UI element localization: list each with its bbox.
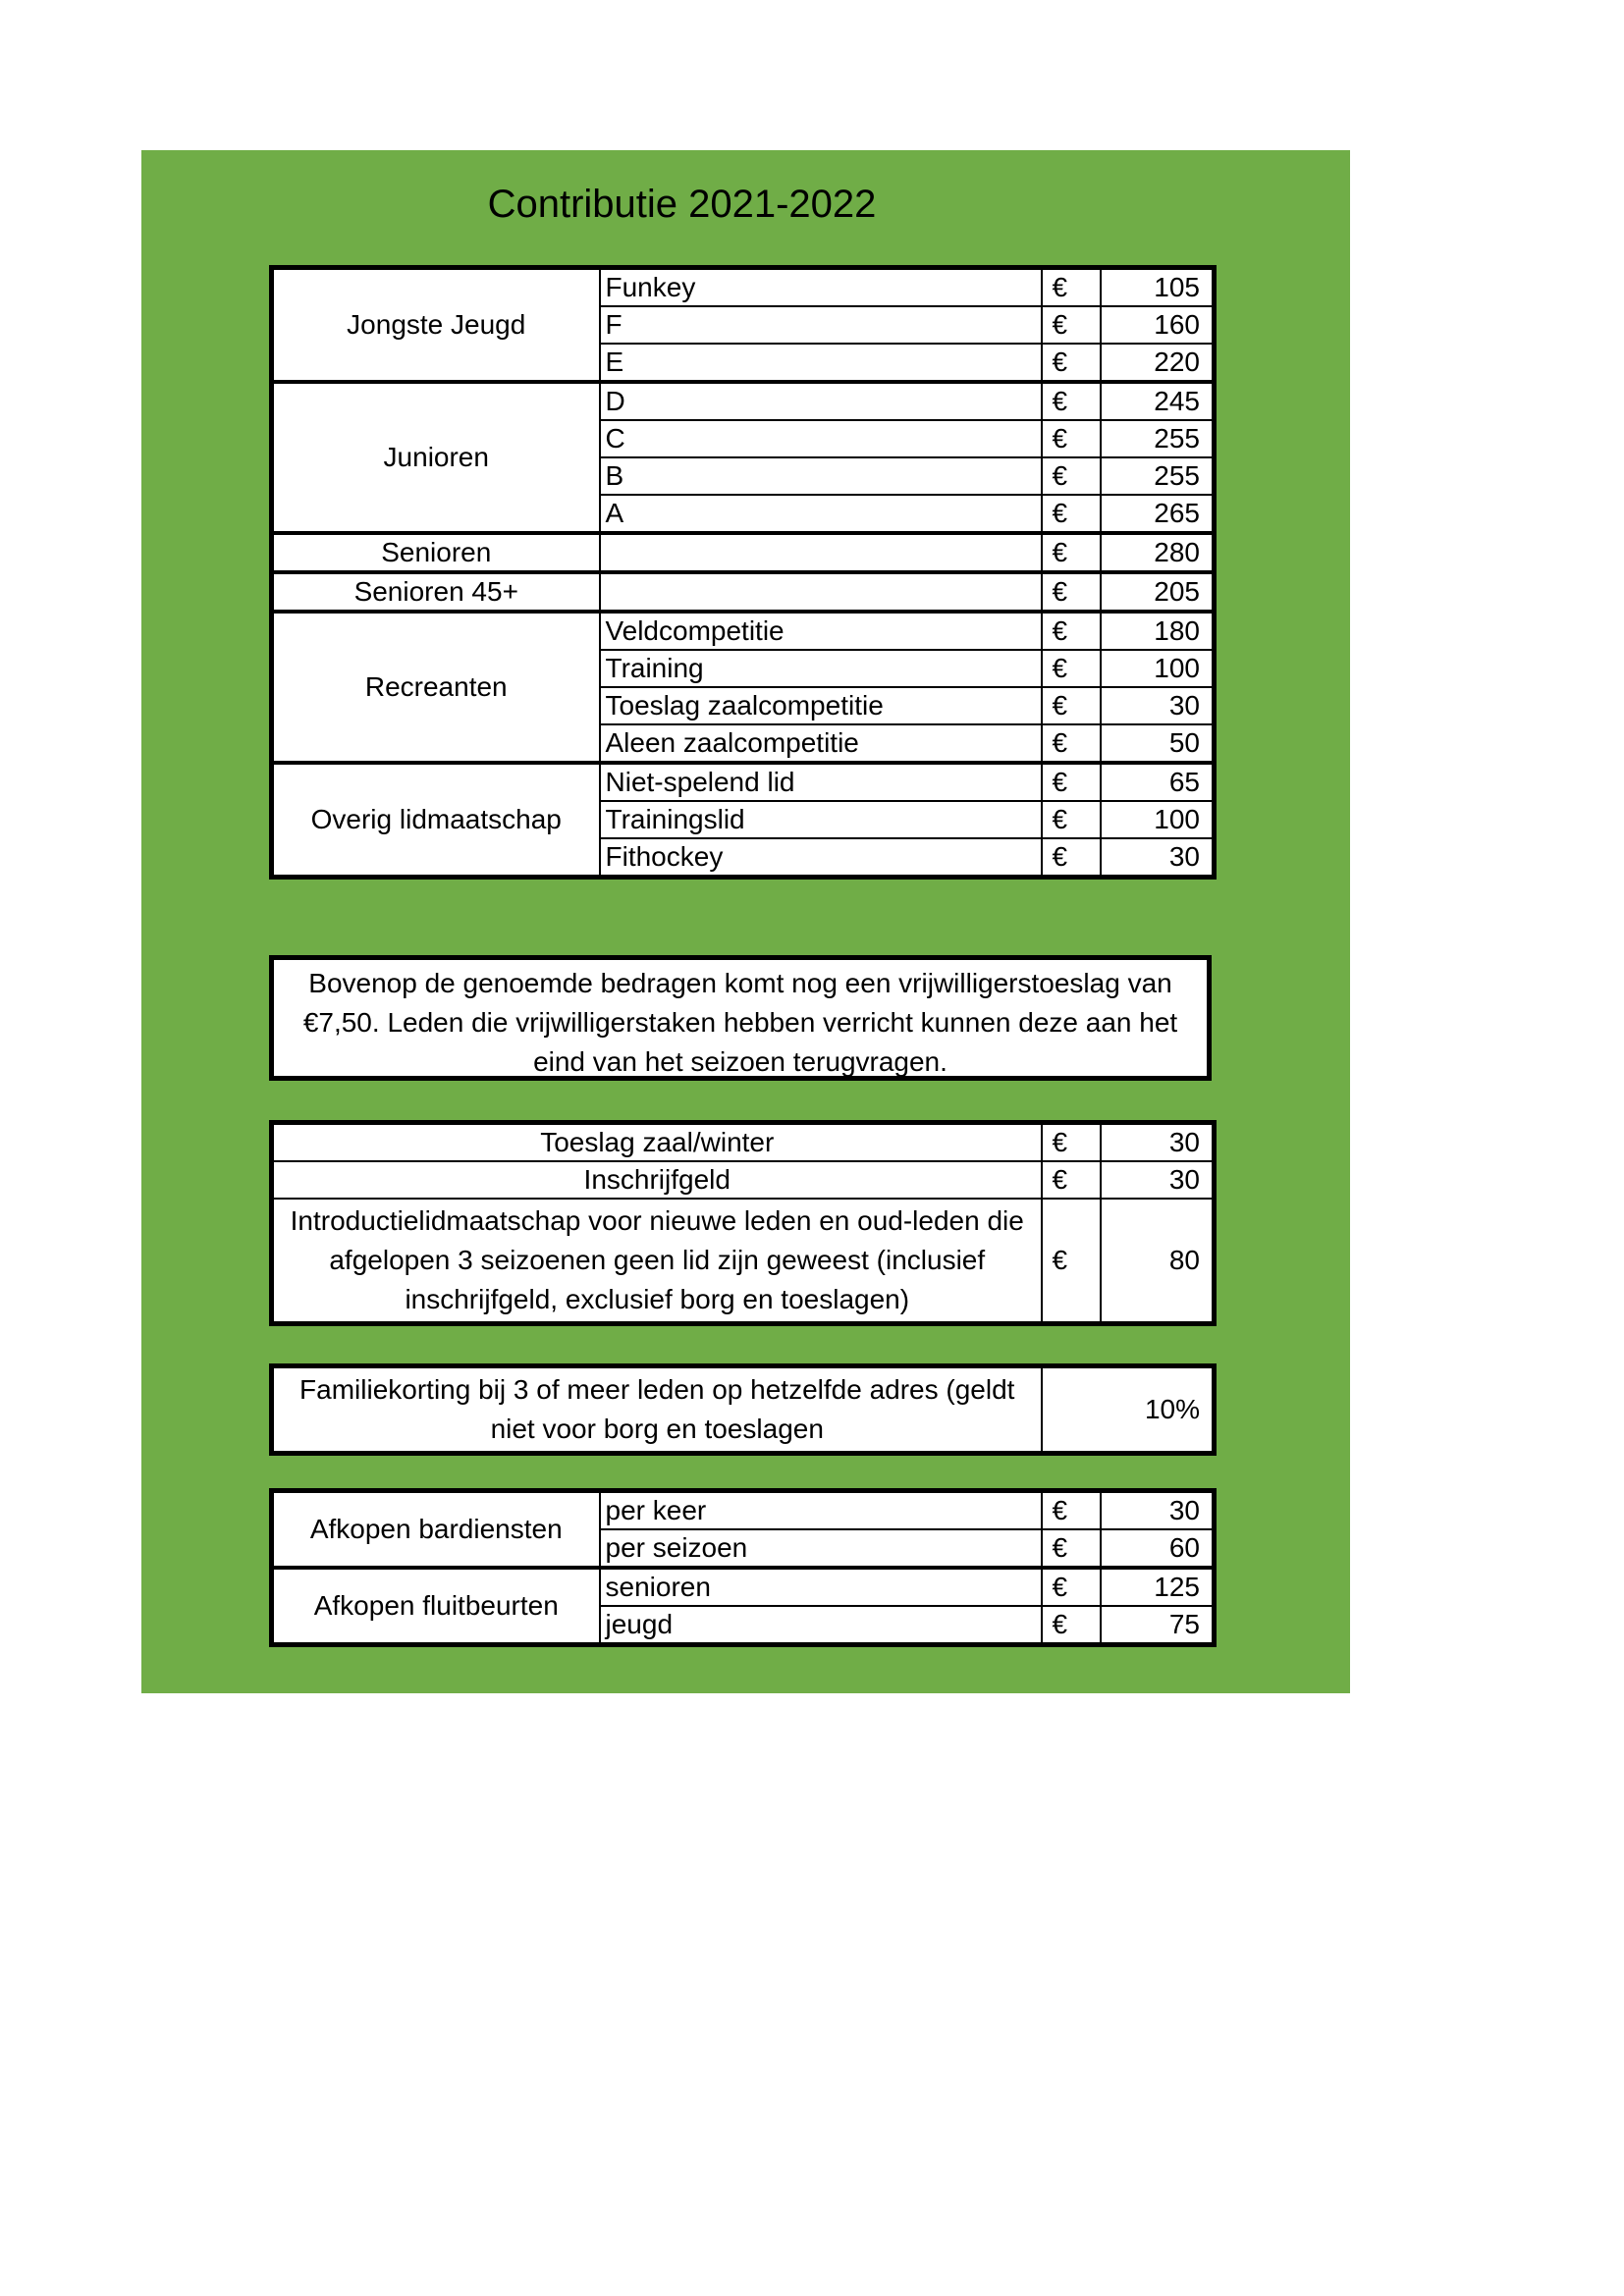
fee-group [272,1491,1215,1569]
currency-cell: € [1042,344,1101,382]
item-cell: Funkey [600,268,1042,307]
amount-cell: 30 [1101,1491,1215,1530]
amount-cell: 125 [1101,1568,1215,1606]
table-row [272,1568,1215,1606]
page-title: Contributie 2021-2022 [487,183,877,226]
currency-cell: € [1042,1161,1101,1199]
fee-group [272,1568,1215,1645]
currency-cell: € [1042,763,1101,801]
family-discount-value: 10% [1042,1366,1215,1454]
table-row [272,612,1215,650]
table-row [272,1161,1215,1199]
currency-cell: € [1042,1491,1101,1530]
category-cell: Afkopen bardiensten [272,1491,600,1569]
item-cell: D [600,382,1042,420]
currency-cell: € [1042,457,1101,495]
amount-cell: 265 [1101,495,1215,533]
item-cell: Veldcompetitie [600,612,1042,650]
extras-label-cell: Introductielidmaatschap voor nieuwe leden en oud-leden die afgelopen 3 seizoenen geen lid zijn geweest (inclusief inschrijfgeld, exclusief borg en toeslagen) [272,1199,1042,1324]
category-cell: Senioren [272,533,600,572]
amount-cell: 75 [1101,1606,1215,1645]
table-row [272,533,1215,572]
currency-cell: € [1042,724,1101,763]
currency-cell: € [1042,1606,1101,1645]
currency-cell: € [1042,420,1101,457]
item-cell: B [600,457,1042,495]
item-cell: Toeslag zaalcompetitie [600,687,1042,724]
item-cell: Training [600,650,1042,687]
item-cell [600,572,1042,612]
item-cell: Fithockey [600,838,1042,878]
currency-cell: € [1042,687,1101,724]
extras-fee-table [269,1120,1217,1326]
item-cell: Aleen zaalcompetitie [600,724,1042,763]
amount-cell: 280 [1101,533,1215,572]
item-cell: A [600,495,1042,533]
item-cell: Niet-spelend lid [600,763,1042,801]
currency-cell: € [1042,650,1101,687]
amount-cell: 255 [1101,457,1215,495]
table-row [272,572,1215,612]
amount-cell: 220 [1101,344,1215,382]
currency-cell: € [1042,572,1101,612]
item-cell: per keer [600,1491,1042,1530]
item-cell: jeugd [600,1606,1042,1645]
family-discount-table [269,1363,1217,1456]
amount-cell: 50 [1101,724,1215,763]
item-cell: E [600,344,1042,382]
amount-cell: 80 [1101,1199,1215,1324]
item-cell: Trainingslid [600,801,1042,838]
amount-cell: 30 [1101,1161,1215,1199]
currency-cell: € [1042,612,1101,650]
amount-cell: 30 [1101,687,1215,724]
category-cell: Recreanten [272,612,600,763]
spreadsheet-area [141,150,1350,1693]
currency-cell: € [1042,382,1101,420]
family-discount-row [272,1366,1215,1454]
fee-group [272,763,1215,878]
currency-cell: € [1042,306,1101,344]
table-row [272,268,1215,307]
currency-cell: € [1042,1568,1101,1606]
currency-cell: € [1042,1529,1101,1568]
item-cell: senioren [600,1568,1042,1606]
membership-fee-table [269,265,1217,880]
category-cell: Afkopen fluitbeurten [272,1568,600,1645]
amount-cell: 100 [1101,801,1215,838]
table-row [272,382,1215,420]
fee-group [272,533,1215,572]
amount-cell: 30 [1101,838,1215,878]
currency-cell: € [1042,1123,1101,1162]
fee-group [272,268,1215,383]
category-cell: Senioren 45+ [272,572,600,612]
table-row [272,1199,1215,1324]
amount-cell: 205 [1101,572,1215,612]
family-discount-label: Familiekorting bij 3 of meer leden op hetzelfde adres (geldt niet voor borg en toeslagen [272,1366,1042,1454]
amount-cell: 100 [1101,650,1215,687]
fee-group [272,572,1215,612]
currency-cell: € [1042,1199,1101,1324]
currency-cell: € [1042,495,1101,533]
category-cell: Junioren [272,382,600,533]
amount-cell: 60 [1101,1529,1215,1568]
currency-cell: € [1042,268,1101,307]
item-cell [600,533,1042,572]
category-cell: Jongste Jeugd [272,268,600,383]
item-cell: per seizoen [600,1529,1042,1568]
buyout-fee-table [269,1488,1217,1647]
amount-cell: 105 [1101,268,1215,307]
table-row [272,1123,1215,1162]
item-cell: C [600,420,1042,457]
amount-cell: 180 [1101,612,1215,650]
item-cell: F [600,306,1042,344]
amount-cell: 245 [1101,382,1215,420]
fee-group [272,382,1215,533]
extras-label-cell: Inschrijfgeld [272,1161,1042,1199]
volunteer-note: Bovenop de genoemde bedragen komt nog een vrijwilligerstoeslag van €7,50. Leden die vrijwilligerstaken hebben verricht kunnen deze aan het eind van het seizoen terugvragen. [269,955,1212,1081]
currency-cell: € [1042,838,1101,878]
amount-cell: 65 [1101,763,1215,801]
currency-cell: € [1042,801,1101,838]
table-row [272,763,1215,801]
amount-cell: 30 [1101,1123,1215,1162]
amount-cell: 255 [1101,420,1215,457]
extras-label-cell: Toeslag zaal/winter [272,1123,1042,1162]
fee-group [272,612,1215,763]
table-row [272,1491,1215,1530]
amount-cell: 160 [1101,306,1215,344]
currency-cell: € [1042,533,1101,572]
category-cell: Overig lidmaatschap [272,763,600,878]
